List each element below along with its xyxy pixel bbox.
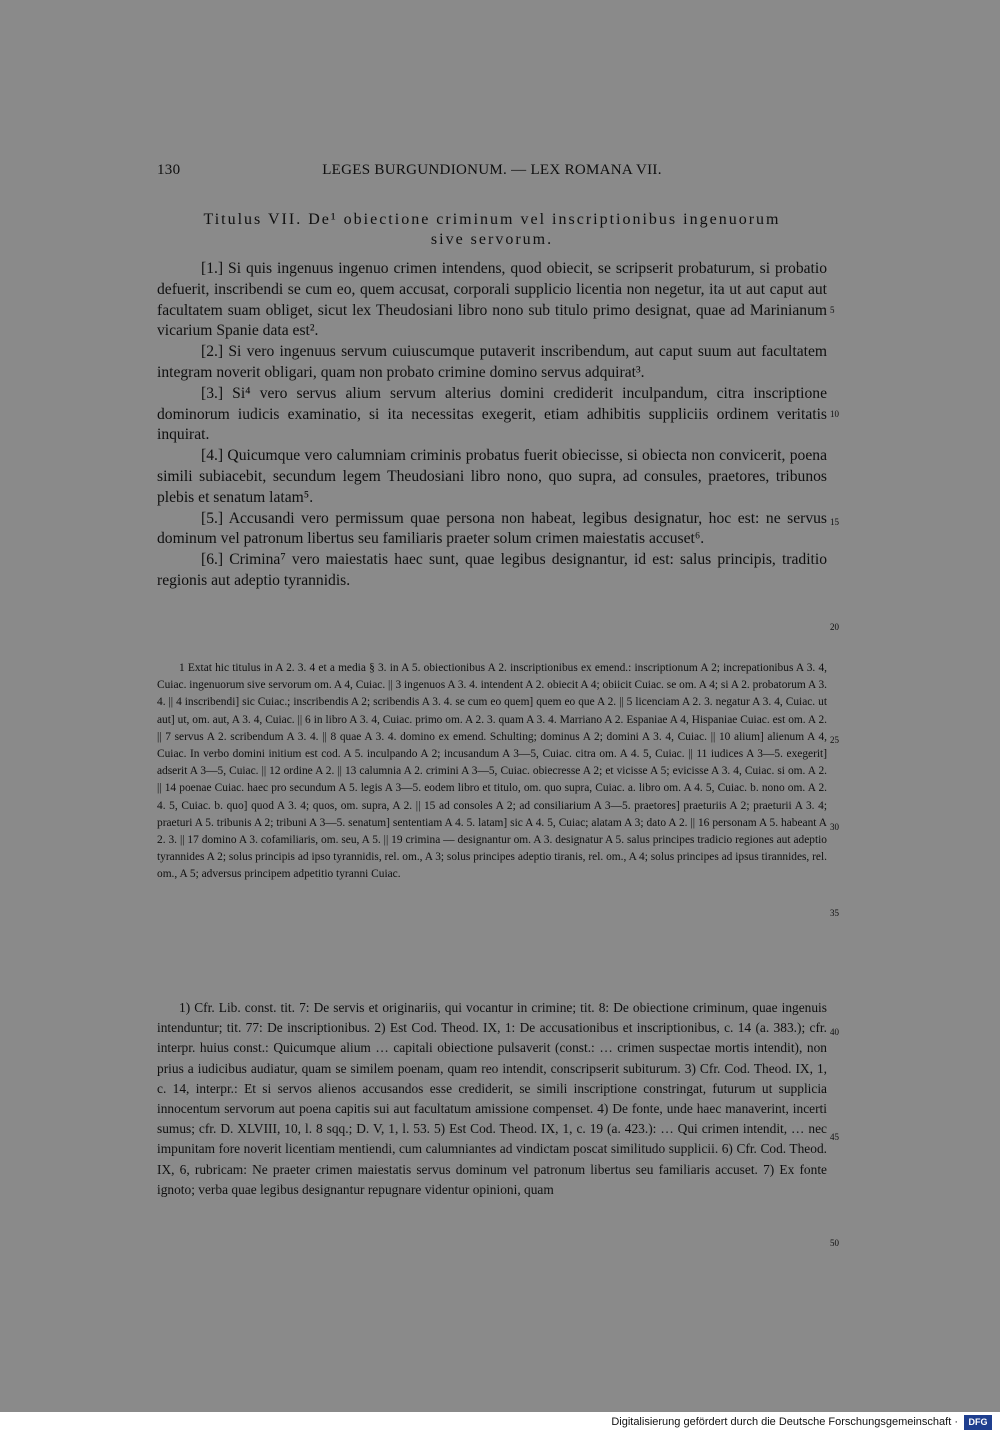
critical-apparatus	[157, 660, 827, 884]
title-line-1: Titulus VII. De¹ obiectione criminum vel inscriptionibus ingenuorum	[203, 211, 781, 228]
page-header	[157, 162, 827, 184]
line-number: 15	[830, 517, 839, 527]
paragraph-2: [2.] Si vero ingenuus servum cuiuscumque putaverit inscribendum, aut caput suum aut facultatem integram noverit obligari, quam non probato crimine domino servus adquirat³.	[157, 343, 827, 381]
line-number: 50	[830, 1238, 839, 1248]
running-title: LEGES BURGUNDIONUM. — LEX ROMANA VII.	[322, 162, 662, 178]
main-text	[157, 259, 827, 592]
title-line-2: sive servorum.	[430, 231, 554, 248]
dfg-logo-icon: DFG	[964, 1415, 992, 1430]
line-number: 35	[830, 908, 839, 918]
line-number: 20	[830, 622, 839, 632]
title-heading	[157, 210, 827, 250]
paragraph-1: [1.] Si quis ingenuus ingenuo crimen intendens, quod obiecit, se scripserit probaturum, si probatio defuerit, inscribendi se cum eo, quem accusat, corporali supplicio licentia non negetur, ita ut aut caput aut facultatem suam obliget, sicut lex Theudosiani libro nono sub titulo primo designat, quae ad Marinianum vicarium Spanie data est².	[157, 260, 827, 340]
paragraph-5: [5.] Accusandi vero permissum quae persona non habeat, legibus designatur, hoc est: ne servus dominum vel patronum libertus seu familiaris praeter solum crimen maiestatis accuset⁶.	[157, 509, 827, 548]
line-number: 5	[830, 305, 835, 315]
line-number: 10	[830, 409, 839, 419]
footnotes-text: 1) Cfr. Lib. const. tit. 7: De servis et originariis, qui vocantur in crimine; tit. 8: De obiectione criminum, quae ingenuis intenduntur; tit. 77: De inscriptionibus. 2) Est Cod. Theod. IX, 1: De accusationibus et inscriptionibus, c. 14 (a. 383.); cfr. interpr. huius const.: Quicumque alium … capitali obiectione pulsaverit (const.: … crimen suspectae mortis intendit), non prius a iudicibus audiatur, quam se similem poenam, quam reo intendit, conscripserit subiturum. 3) Cfr. Cod. Theod. IX, 1, c. 14, interpr.: Et si servos alienos accusandos esse crediderit, se simili inscriptione constringat, futurum ut supplicia innocentum servorum aut poena capitis sui aut facultatum amissione compenset. 4) De fonte, unde haec manaverint, incerti sumus; cfr. D. XLVIII, 10, l. 8 sqq.; D. V, 1, l. 53. 5) Est Cod. Theod. IX, 1, c. 19 (a. 423.): … Qui crimen intendit, … nec impunitam fore noverit licentiam mentiendi, cum calumniantes ad vindictam poscat similitudo supplicii. 6) Cfr. Cod. Theod. IX, 6, rubricam: Ne praeter crimen maiestatis servus dominum vel patronum libertus seu familiaris accuset. 7) Ex fonte ignoto; verba quae legibus designantur repugnare videntur opinioni, quam	[157, 1000, 827, 1197]
paragraph-4: [4.] Quicumque vero calumniam criminis probatus fuerit obiecisse, si obiecta non convicerit, poena simili subiacebit, secundum legem Theudosiani libro nono, quo supra, ad consules, praetores, tribunos plebis et senatum latam⁵.	[157, 447, 827, 506]
footer-credit: Digitalisierung gefördert durch die Deutsche Forschungsgemeinschaft ·	[611, 1416, 958, 1428]
apparatus-text: 1 Extat hic titulus in A 2. 3. 4 et a media § 3. in A 5. obiectionibus A 2. inscriptionibus ex emend.: inscriptionum A 2; increpationibus A 3. 4, Cuiac. ingenuorum sive servorum om. A 4, Cuiac. || 3 ingenuos A 3. 4. intendent A 2. obiecit A 4; obiicit Cuiac. se om. A 4; si A 2. probatorum A 3. 4. || 4 inscribendi] sic Cuiac.; inscribendis A 2; scribendis A 3. 4. se cum eo quem] quem eo que A 2. || 5 licenciam A 2. 3. negatur A 3. 4, Cuiac. ut aut] ut, om. aut, A 3. 4, Cuiac. || 6 in libro A 3. 4, Cuiac. primo om. A 2. 3. quam A 3. 4. Marriano A 2. Espaniae A 4, Hispaniae Cuiac. est om. A 2. || 7 servus A 2. scribendum A 3. 4. || 8 quae A 3. 4. domino ex emend. Schulting; dominus A 2; domini A 3. 4, Cuiac. || 10 alium] alienum A 4, Cuiac. In verbo domini initium est cod. A 5. inculpando A 2; incusandum A 3—5, Cuiac. citra om. A 4. 5, Cuiac. || 11 iudices A 3—5. exegerit] adserit A 3—5, Cuiac. || 12 ordine A 2. || 13 calumnia A 2. crimini A 3—5, Cuiac. obiecresse A 2; et vicisse A 5; evicisse A 3. 4, Cuiac. si om. A 2. || 14 poenae Cuiac. haec pro secundum A 5. legis A 3—5. eodem libro et titulo, om. quo supra, Cuiac. a. libro om. A 4. 5, Cuiac. b. nono om. A 2. 4. 5, Cuiac. b. quo] quod A 3. 4; quos, om. supra, A 2. || 15 ad consoles A 2; ad consiliarium A 3—5. praetores] praeturiis A 2; praeturii A 3. 4; praeturi A 5. tribunis A 2; tribuni A 3—5. senatum] sententiam A 4. 5. latam] sic A 4. 5, Cuiac; alatam A 3; dato A 2. || 16 personam A 5. habeant A 2. 3. || 17 domino A 3. cofamiliaris, om. seu, A 5. || 19 crimina — designantur om. A 3. designatur A 5. salus principes tradicio regiones aut adeptio tyrannides A 2; solus principis ad ipso tyrannidis, rel. om., A 3; solus principes adeptio tiranis, rel. om., A 4; solus principes ad ipsus tirannides, rel. om., A 5; adversus principem adpetitio tyranni Cuiac.	[157, 662, 827, 881]
line-number: 25	[830, 735, 839, 745]
footnotes	[157, 998, 827, 1200]
page-number: 130	[157, 162, 181, 178]
paragraph-3: [3.] Si⁴ vero servus alium servum alterius domini crediderit inculpandum, citra inscriptione dominorum iudicis examinatio, si ita necessitas exegerit, etiam adhibitis suppliciis ordinem veritatis inquirat.	[157, 384, 827, 444]
line-number: 45	[830, 1132, 839, 1142]
footer-bar	[0, 1412, 1000, 1434]
paragraph-6: [6.] Crimina⁷ vero maiestatis haec sunt, quae legibus designantur, id est: salus principis, traditio regionis aut adeptio tyrannidis.	[157, 551, 827, 589]
line-number: 30	[830, 822, 839, 832]
line-number: 40	[830, 1027, 839, 1037]
